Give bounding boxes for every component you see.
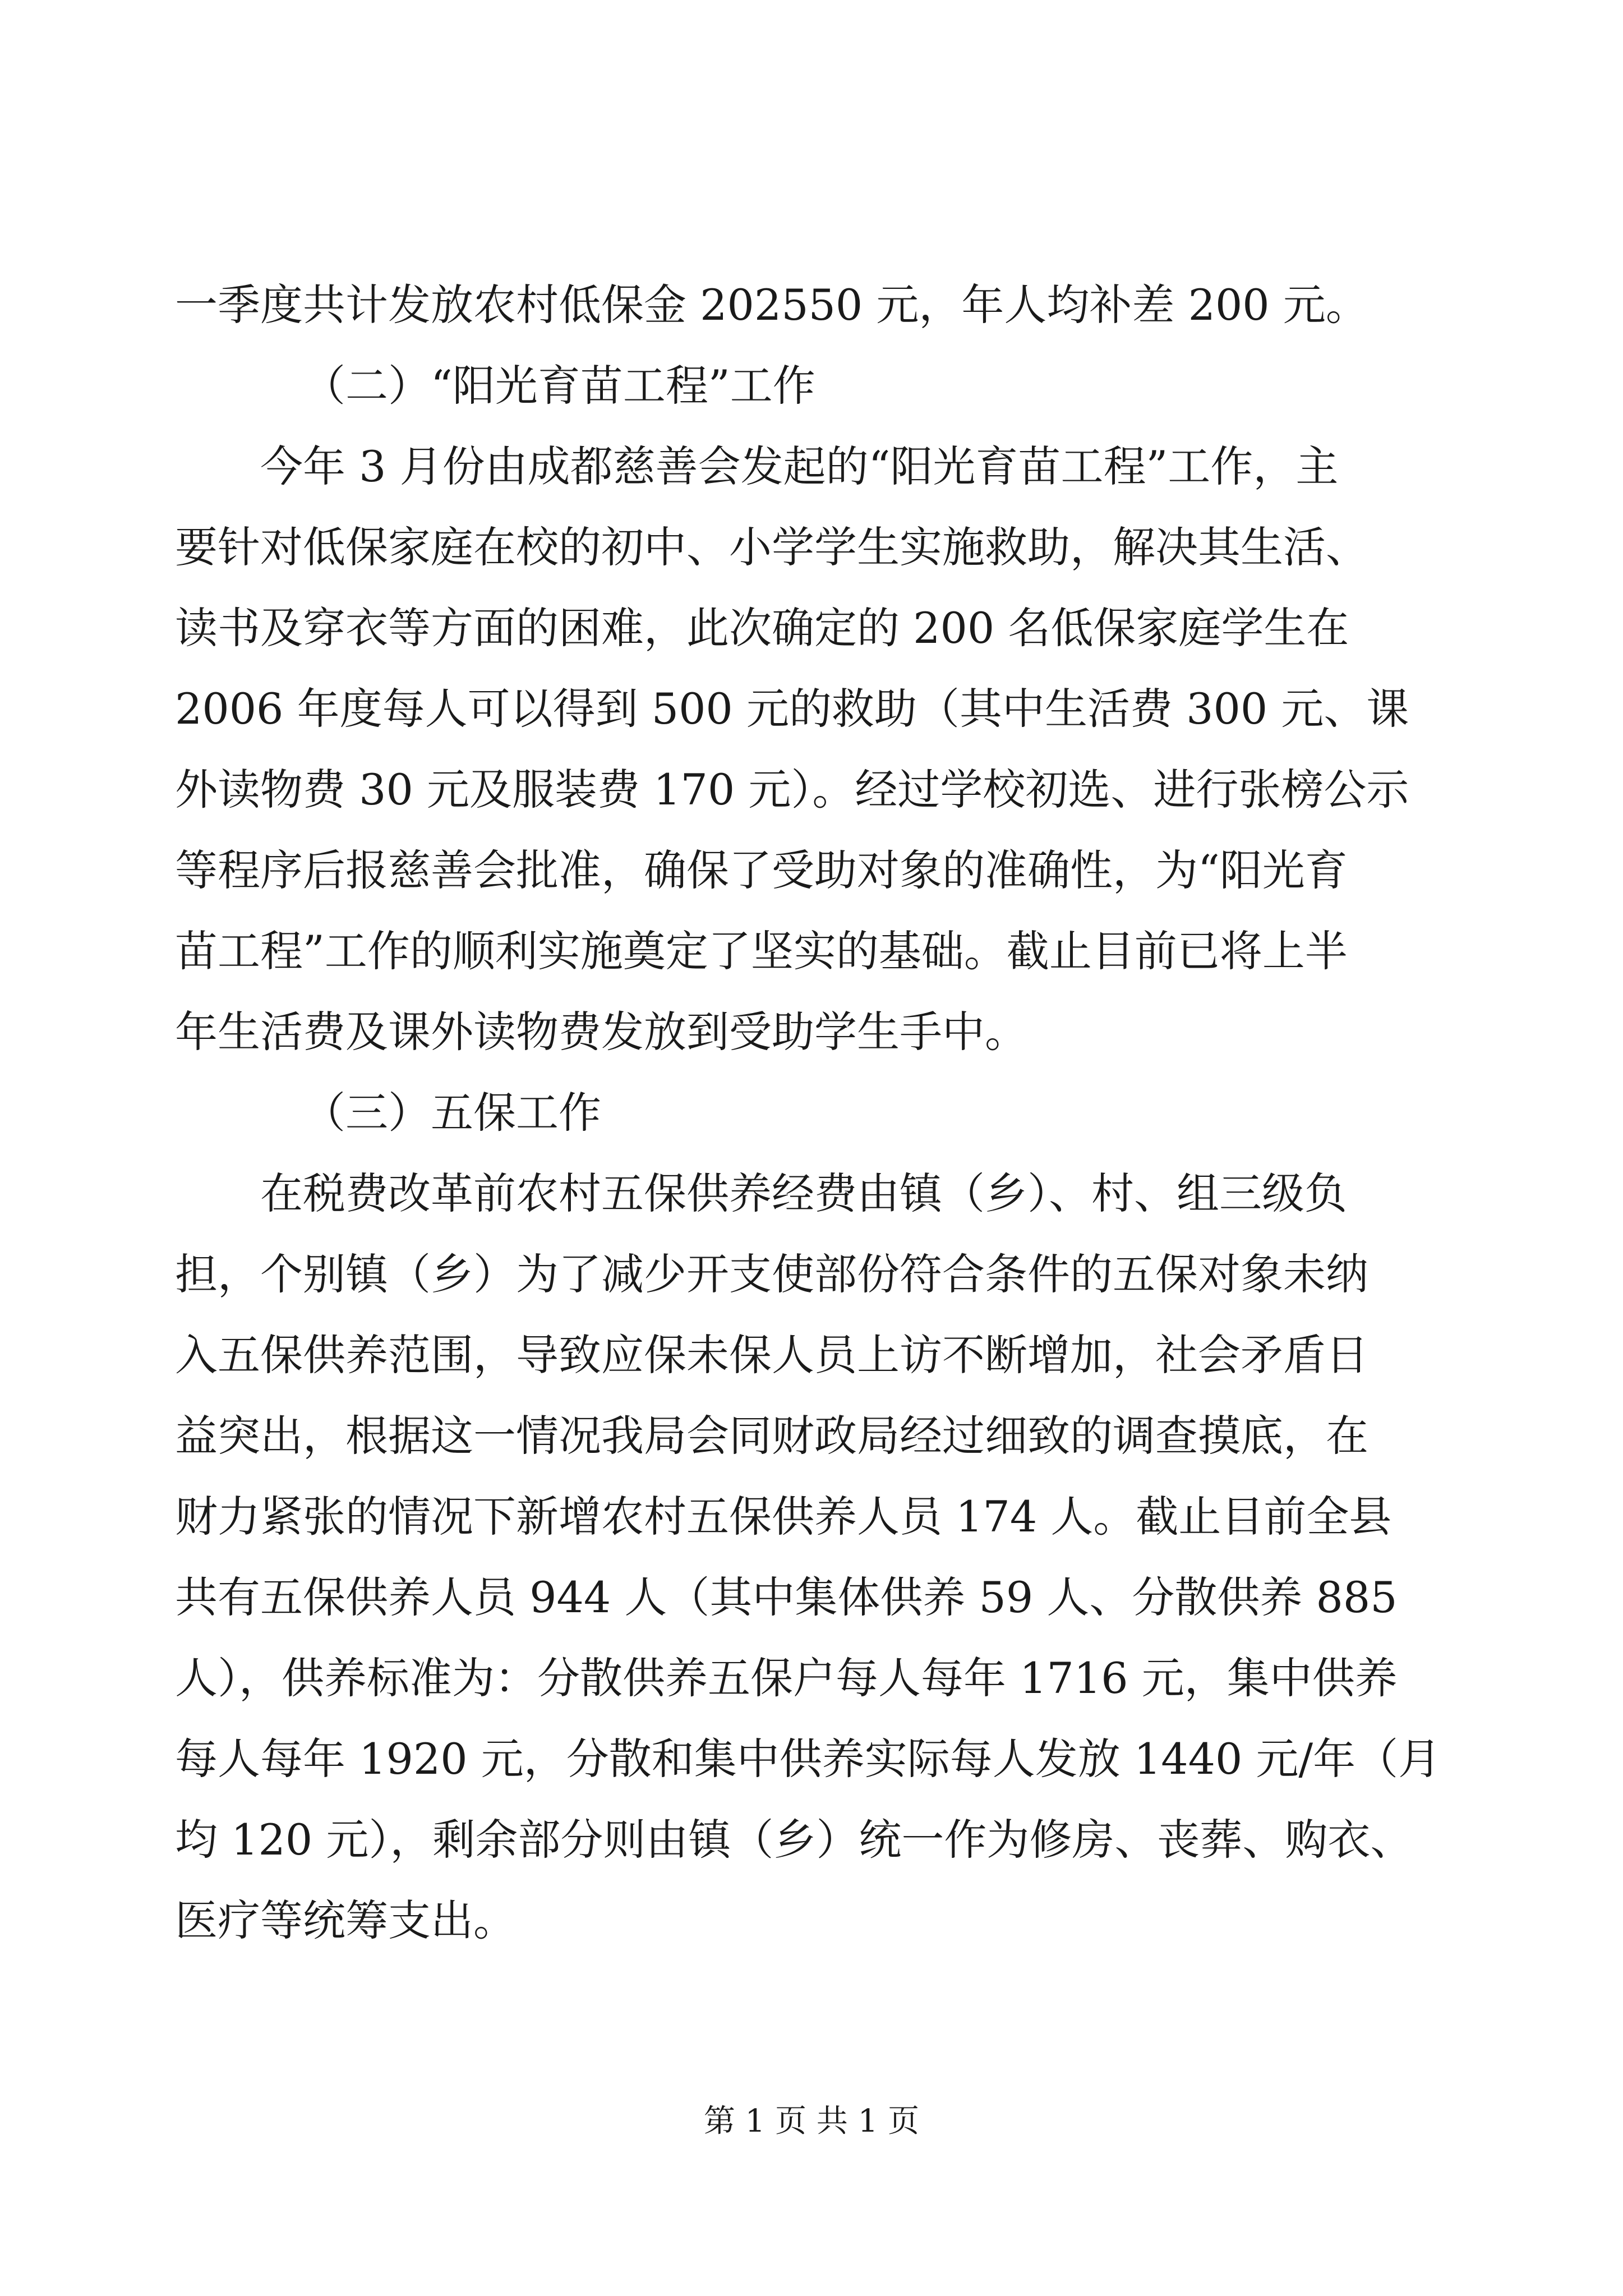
paragraph-first-line: 今年 3 月份由成都慈善会发起的“阳光育苗工程”工作，主 <box>260 441 1339 491</box>
body-line: 读书及穿衣等方面的困难，此次确定的 200 名低保家庭学生在 <box>175 603 1349 653</box>
section-heading: （三）五保工作 <box>303 1088 601 1138</box>
section-heading: （二）“阳光育苗工程”工作 <box>303 361 815 411</box>
body-line: 等程序后报慈善会批准，确保了受助对象的准确性，为“阳光育 <box>175 845 1348 895</box>
body-line: 要针对低保家庭在校的初中、小学学生实施救助，解决其生活、 <box>175 522 1368 572</box>
body-line: 共有五保供养人员 944 人（其中集体供养 59 人、分散供养 885 <box>175 1572 1398 1622</box>
body-line: 担，个别镇（乡）为了减少开支使部份符合条件的五保对象未纳 <box>175 1249 1368 1299</box>
paragraph-first-line: 在税费改革前农村五保供养经费由镇（乡）、村、组三级负 <box>260 1168 1347 1218</box>
body-line: 人），供养标准为：分散供养五保户每人每年 1716 元，集中供养 <box>175 1653 1398 1703</box>
body-line: 2006 年度每人可以得到 500 元的救助（其中生活费 300 元、课 <box>175 684 1409 734</box>
document-body <box>175 265 1448 1961</box>
body-line: 均 120 元），剩余部分则由镇（乡）统一作为修房、丧葬、购衣、 <box>175 1815 1413 1865</box>
body-line: 入五保供养范围，导致应保未保人员上访不断增加，社会矛盾日 <box>175 1330 1368 1380</box>
body-line: 医疗等统筹支出。 <box>175 1895 516 1945</box>
body-line: 外读物费 30 元及服装费 170 元）。经过学校初选、进行张榜公示 <box>175 765 1409 815</box>
body-line: 苗工程”工作的顺利实施奠定了坚实的基础。截止目前已将上半 <box>175 926 1348 976</box>
page-footer: 第 1 页 共 1 页 <box>703 2103 920 2139</box>
body-line: 一季度共计发放农村低保金 202550 元，年人均补差 200 元。 <box>175 280 1368 330</box>
body-line: 每人每年 1920 元，分散和集中供养实际每人发放 1440 元/年（月 <box>175 1734 1441 1784</box>
body-line: 财力紧张的情况下新增农村五保供养人员 174 人。截止目前全县 <box>175 1492 1392 1542</box>
body-line: 益突出，根据这一情况我局会同财政局经过细致的调查摸底，在 <box>175 1411 1368 1461</box>
body-line: 年生活费及课外读物费发放到受助学生手中。 <box>175 1007 1027 1057</box>
